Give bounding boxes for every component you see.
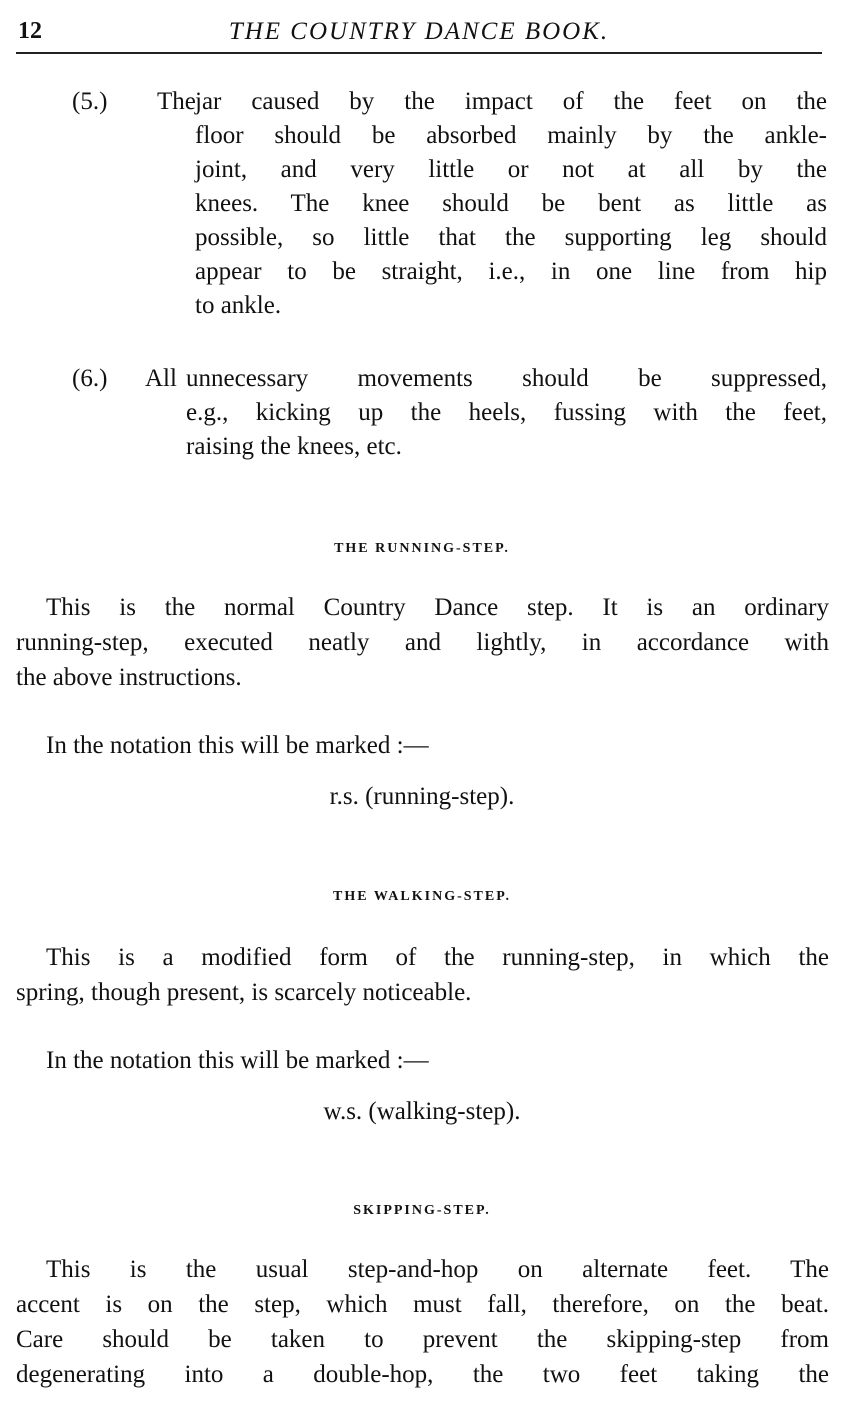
item-line: appear to be straight, i.e., in one line from hip	[195, 258, 827, 285]
item-number: (6.)	[72, 365, 108, 392]
item-line: unnecessary movements should be suppressed,	[186, 365, 827, 392]
section-heading: SKIPPING-STEP.	[353, 1203, 491, 1218]
paragraph-line: This is the normal Country Dance step. It is an ordinary	[46, 594, 829, 621]
section-heading: THE RUNNING-STEP.	[334, 541, 510, 556]
item-lead-word: The	[157, 88, 196, 115]
paragraph-line: accent is on the step, which must fall, therefore, on the beat.	[16, 1291, 829, 1318]
header-rule	[16, 52, 822, 54]
paragraph-line: running-step, executed neatly and lightly, in accordance with	[16, 629, 829, 656]
item-line: possible, so little that the supporting leg should	[195, 224, 827, 251]
paragraph	[16, 590, 829, 695]
item-line: to ankle.	[195, 292, 282, 319]
paragraph	[16, 1252, 829, 1392]
page-number: 12	[18, 18, 42, 44]
notation-line: r.s. (running-step).	[329, 783, 515, 810]
page-header	[18, 16, 820, 54]
notation-intro: In the notation this will be marked :—	[46, 732, 429, 759]
item-line: joint, and very little or not at all by the	[195, 156, 827, 183]
notation-line: w.s. (walking-step).	[323, 1098, 521, 1125]
paragraph-line: This is the usual step-and-hop on alternate feet. The	[46, 1256, 829, 1283]
item-line: floor should be absorbed mainly by the ankle-	[195, 122, 827, 149]
item-lead-word: All	[145, 365, 177, 392]
paragraph-line: spring, though present, is scarcely noticeable.	[16, 979, 472, 1006]
running-head: THE COUNTRY DANCE BOOK.	[228, 18, 610, 45]
item-number: (5.)	[72, 88, 108, 115]
paragraph-line: the above instructions.	[16, 664, 242, 691]
paragraph-line: Care should be taken to prevent the skipping-step from	[16, 1326, 829, 1353]
item-line: raising the knees, etc.	[186, 433, 402, 460]
item-line: jar caused by the impact of the feet on the	[195, 88, 827, 115]
paragraph-line: degenerating into a double-hop, the two feet taking the	[16, 1361, 829, 1388]
item-line: e.g., kicking up the heels, fussing with the feet,	[186, 399, 827, 426]
paragraph	[16, 940, 829, 1010]
paragraph-line: This is a modified form of the running-step, in which the	[46, 944, 829, 971]
item-line: knees. The knee should be bent as little as	[195, 190, 827, 217]
item-body	[186, 362, 827, 464]
section-heading: THE WALKING-STEP.	[333, 889, 511, 904]
notation-intro: In the notation this will be marked :—	[46, 1047, 429, 1074]
list-item	[72, 85, 832, 335]
list-item	[72, 362, 832, 472]
item-body	[195, 85, 827, 323]
